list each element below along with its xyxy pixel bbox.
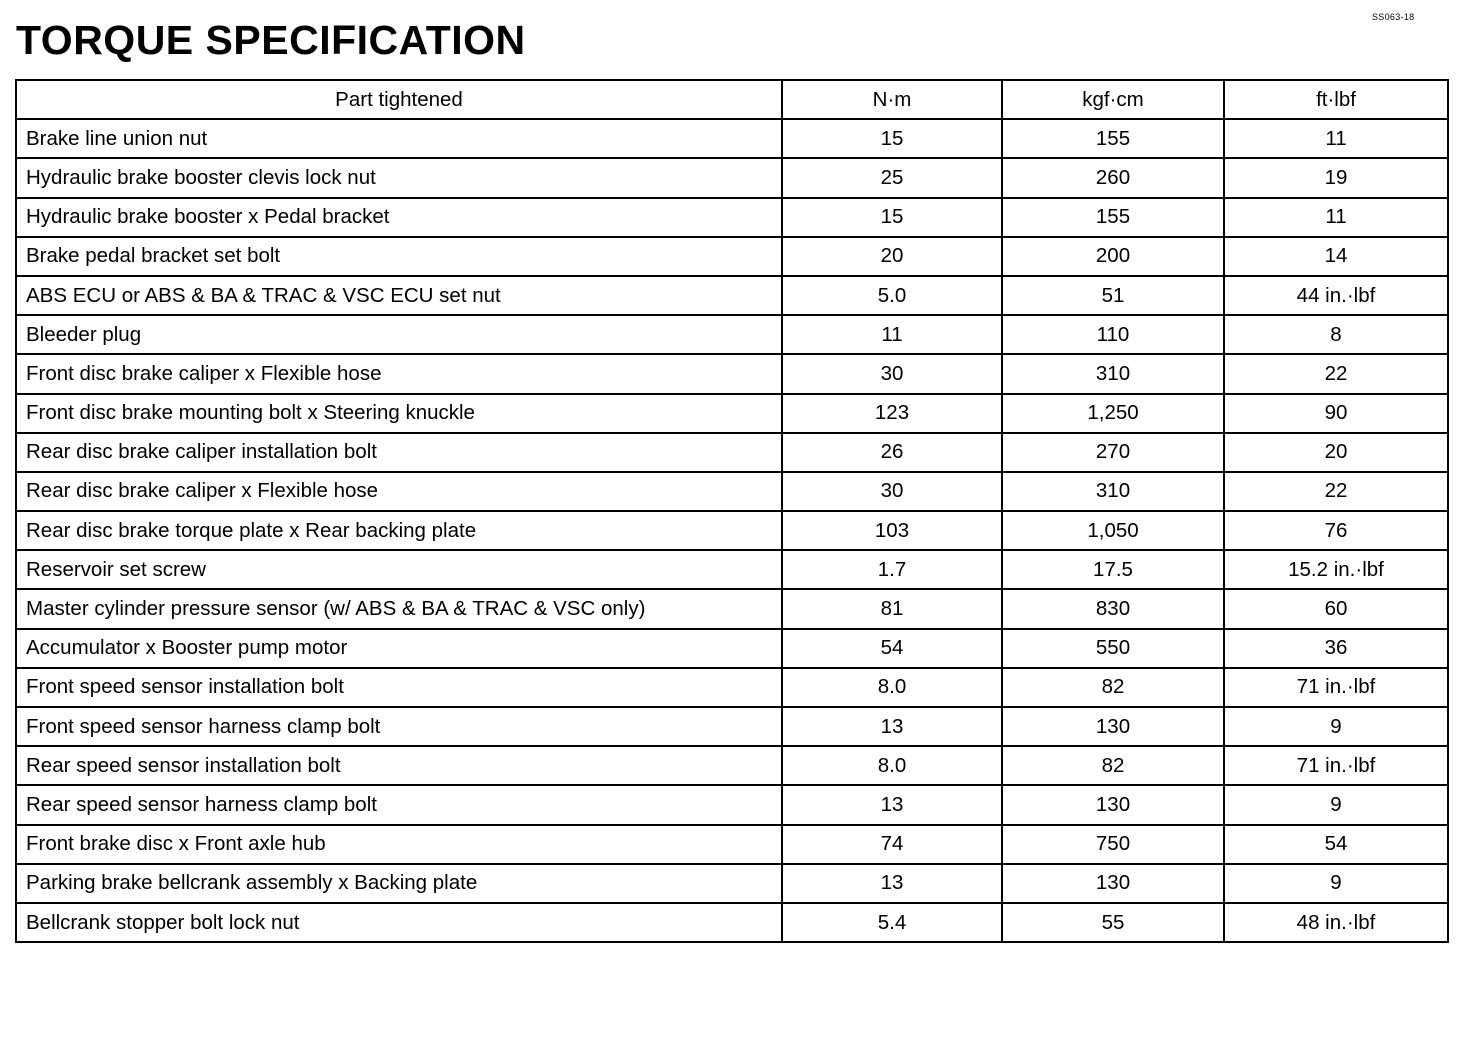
cell-part: Bellcrank stopper bolt lock nut <box>16 903 782 942</box>
table-row <box>16 668 1448 707</box>
cell-nm: 15 <box>782 119 1002 158</box>
cell-part: Accumulator x Booster pump motor <box>16 629 782 668</box>
cell-part: Hydraulic brake booster x Pedal bracket <box>16 198 782 237</box>
cell-part: Master cylinder pressure sensor (w/ ABS & BA & TRAC & VSC only) <box>16 589 782 628</box>
cell-kgf: 51 <box>1002 276 1224 315</box>
cell-ft: 19 <box>1224 158 1448 197</box>
cell-part: Front brake disc x Front axle hub <box>16 825 782 864</box>
cell-part: Front disc brake caliper x Flexible hose <box>16 354 782 393</box>
cell-nm: 1.7 <box>782 550 1002 589</box>
table-row <box>16 511 1448 550</box>
table-row <box>16 315 1448 354</box>
cell-nm: 81 <box>782 589 1002 628</box>
cell-nm: 123 <box>782 394 1002 433</box>
cell-part: Parking brake bellcrank assembly x Backing plate <box>16 864 782 903</box>
cell-kgf: 260 <box>1002 158 1224 197</box>
cell-nm: 26 <box>782 433 1002 472</box>
cell-ft: 20 <box>1224 433 1448 472</box>
cell-part: Brake pedal bracket set bolt <box>16 237 782 276</box>
table-body <box>16 119 1448 942</box>
cell-kgf: 155 <box>1002 119 1224 158</box>
column-header-nm: N·m <box>782 80 1002 119</box>
table-row <box>16 707 1448 746</box>
table-row <box>16 472 1448 511</box>
cell-ft: 71 in.·lbf <box>1224 668 1448 707</box>
cell-ft: 22 <box>1224 354 1448 393</box>
cell-nm: 30 <box>782 354 1002 393</box>
table-row <box>16 158 1448 197</box>
table-row <box>16 785 1448 824</box>
cell-ft: 9 <box>1224 864 1448 903</box>
cell-nm: 103 <box>782 511 1002 550</box>
cell-part: Hydraulic brake booster clevis lock nut <box>16 158 782 197</box>
cell-nm: 13 <box>782 707 1002 746</box>
table-row <box>16 119 1448 158</box>
table-row <box>16 550 1448 589</box>
page-title: TORQUE SPECIFICATION <box>16 17 526 63</box>
cell-part: Rear disc brake caliper installation bolt <box>16 433 782 472</box>
cell-part: Front speed sensor installation bolt <box>16 668 782 707</box>
cell-part: Front speed sensor harness clamp bolt <box>16 707 782 746</box>
header-row <box>16 80 1448 119</box>
cell-ft: 15.2 in.·lbf <box>1224 550 1448 589</box>
cell-ft: 90 <box>1224 394 1448 433</box>
cell-part: Bleeder plug <box>16 315 782 354</box>
cell-ft: 9 <box>1224 707 1448 746</box>
table-row <box>16 629 1448 668</box>
cell-part: Rear speed sensor installation bolt <box>16 746 782 785</box>
document-code: SS063-18 <box>1372 12 1415 22</box>
table-row <box>16 394 1448 433</box>
cell-kgf: 82 <box>1002 746 1224 785</box>
cell-part: Rear disc brake caliper x Flexible hose <box>16 472 782 511</box>
cell-kgf: 1,250 <box>1002 394 1224 433</box>
cell-nm: 54 <box>782 629 1002 668</box>
column-header-ft: ft·lbf <box>1224 80 1448 119</box>
table-row <box>16 825 1448 864</box>
cell-part: Front disc brake mounting bolt x Steering knuckle <box>16 394 782 433</box>
cell-nm: 11 <box>782 315 1002 354</box>
cell-kgf: 155 <box>1002 198 1224 237</box>
cell-ft: 44 in.·lbf <box>1224 276 1448 315</box>
column-header-part: Part tightened <box>16 80 782 119</box>
cell-nm: 13 <box>782 785 1002 824</box>
column-header-kgf: kgf·cm <box>1002 80 1224 119</box>
cell-nm: 15 <box>782 198 1002 237</box>
cell-ft: 36 <box>1224 629 1448 668</box>
cell-nm: 20 <box>782 237 1002 276</box>
cell-ft: 9 <box>1224 785 1448 824</box>
cell-kgf: 130 <box>1002 707 1224 746</box>
cell-kgf: 310 <box>1002 354 1224 393</box>
cell-nm: 30 <box>782 472 1002 511</box>
cell-kgf: 17.5 <box>1002 550 1224 589</box>
table-row <box>16 354 1448 393</box>
cell-ft: 11 <box>1224 198 1448 237</box>
table-row <box>16 746 1448 785</box>
cell-ft: 14 <box>1224 237 1448 276</box>
cell-part: Reservoir set screw <box>16 550 782 589</box>
cell-part: Rear disc brake torque plate x Rear backing plate <box>16 511 782 550</box>
cell-nm: 13 <box>782 864 1002 903</box>
cell-kgf: 130 <box>1002 864 1224 903</box>
cell-nm: 5.4 <box>782 903 1002 942</box>
cell-ft: 8 <box>1224 315 1448 354</box>
table-row <box>16 433 1448 472</box>
cell-kgf: 82 <box>1002 668 1224 707</box>
cell-kgf: 550 <box>1002 629 1224 668</box>
cell-kgf: 200 <box>1002 237 1224 276</box>
cell-kgf: 130 <box>1002 785 1224 824</box>
cell-kgf: 750 <box>1002 825 1224 864</box>
cell-ft: 11 <box>1224 119 1448 158</box>
cell-kgf: 55 <box>1002 903 1224 942</box>
cell-kgf: 270 <box>1002 433 1224 472</box>
table-row <box>16 198 1448 237</box>
cell-ft: 54 <box>1224 825 1448 864</box>
cell-nm: 5.0 <box>782 276 1002 315</box>
cell-part: Brake line union nut <box>16 119 782 158</box>
table-row <box>16 237 1448 276</box>
cell-nm: 8.0 <box>782 746 1002 785</box>
cell-ft: 76 <box>1224 511 1448 550</box>
cell-kgf: 310 <box>1002 472 1224 511</box>
cell-kgf: 1,050 <box>1002 511 1224 550</box>
cell-ft: 22 <box>1224 472 1448 511</box>
table-row <box>16 276 1448 315</box>
cell-nm: 25 <box>782 158 1002 197</box>
torque-table <box>15 79 1449 943</box>
table-row <box>16 903 1448 942</box>
cell-kgf: 830 <box>1002 589 1224 628</box>
table-header <box>16 80 1448 119</box>
cell-nm: 8.0 <box>782 668 1002 707</box>
table-row <box>16 864 1448 903</box>
cell-nm: 74 <box>782 825 1002 864</box>
cell-ft: 71 in.·lbf <box>1224 746 1448 785</box>
cell-part: Rear speed sensor harness clamp bolt <box>16 785 782 824</box>
cell-kgf: 110 <box>1002 315 1224 354</box>
cell-ft: 60 <box>1224 589 1448 628</box>
cell-ft: 48 in.·lbf <box>1224 903 1448 942</box>
cell-part: ABS ECU or ABS & BA & TRAC & VSC ECU set nut <box>16 276 782 315</box>
table-row <box>16 589 1448 628</box>
